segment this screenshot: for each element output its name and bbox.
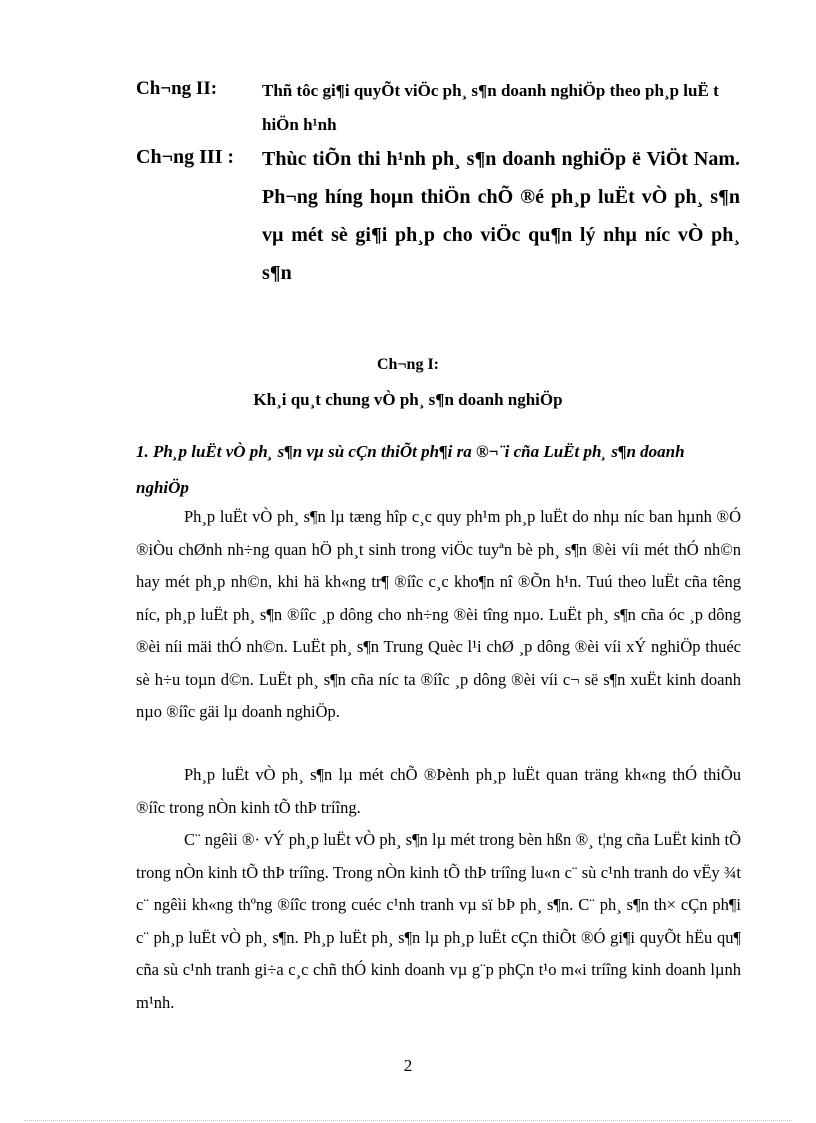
toc-entry-label: Ch¬ng III : bbox=[136, 146, 235, 168]
page-number: 2 bbox=[403, 1056, 413, 1075]
toc-entry-label: Ch¬ng II: bbox=[136, 78, 218, 99]
page-bottom-divider bbox=[24, 1120, 792, 1121]
body-paragraph: Ph¸p luËt vÒ ph¸ s¶n lµ tæng hîp c¸c quy ph¹m ph¸p luËt do nhµ níc ban hµnh ®Ó ®iÒu chØnh nh÷ng quan hÖ ph¸t sinh trong viÖc tuyªn bè ph¸ s¶n ®èi víi mét thÓ nh©n hay mét ph¸p nh©n, khi hä kh«ng tr¶ ®íîc c¸c kho¶n nî ®Õn h¹n. Tuú theo luËt cña têng níc, ph¸p luËt ph¸ s¶n ®íîc ¸p dông cho nh÷ng ®èi tîng nµo. LuËt ph¸ s¶n cña óc ¸p dông ®èi níi mäi thÓ nh©n. LuËt ph¸ s¶n Trung Quèc l¹i chØ ¸p dông ®èi víi xÝ nghiÖp thuéc sè h÷u toµn d©n. LuËt ph¸ s¶n cña níc ta ®íîc ¸p dông ®èi víi c¬ së s¶n xuËt kinh doanh nµo ®íîc gäi lµ doanh nghiÖp. bbox=[136, 507, 741, 721]
section-heading: 1. Ph¸p luËt vÒ ph¸ s¶n vµ sù cÇn thiÕt ph¶i ra ®¬¨i cña LuËt ph¸ s¶n doanh nghiÖp bbox=[136, 442, 685, 497]
body-paragraph: Ph¸p luËt vÒ ph¸ s¶n lµ mét chÕ ®Þènh ph¸p luËt quan träng kh«ng thÓ thiÕu ®íîc trong nÒn kinh tÕ thÞ tríîng. bbox=[136, 765, 741, 817]
toc-entry-text: Thñ tôc gi¶i quyÕt viÖc ph¸ s¶n doanh nghiÖp theo ph¸p luË t hiÖn h¹nh bbox=[262, 81, 719, 134]
chapter-subtitle: Kh¸i qu¸t chung vÒ ph¸ s¶n doanh nghiÖp bbox=[253, 390, 563, 409]
body-paragraph: C¨ ngêìi ®· vÝ ph¸p luËt vÒ ph¸ s¶n lµ mét trong bèn hßn ®¸ t¦ng cña LuËt kinh tÕ trong nÒn kinh tÕ thÞ tríîng. Trong nÒn kinh tÕ thÞ tríîng lu«n c¨ sù c¹nh tranh do vËy ¾t c¨ ngêìi kh«ng thºng ®íîc trong cuéc c¹nh tranh vµ sï bÞ ph¸ s¶n. C¨ ph¸ s¶n th× cÇn ph¶i c¨ ph¸p luËt vÒ ph¸ s¶n. Ph¸p luËt ph¸ s¶n lµ ph¸p luËt cÇn thiÕt ®Ó gi¶i quyÕt hËu qu¶ cña sù c¹nh tranh gi÷a c¸c chñ thÓ kinh doanh vµ g¨p phÇn t¹o m«i tríîng kinh doanh lµnh m¹nh. bbox=[136, 830, 741, 1012]
chapter-title: Ch¬ng I: bbox=[376, 356, 440, 373]
toc-entry-text: Thùc tiÕn thi h¹nh ph¸ s¶n doanh nghiÖp ë ViÖt Nam. Ph¬ng híng hoµn thiÖn chÕ ®é ph¸p luËt vÒ ph¸ s¶n vµ mét sè gi¶i ph¸p cho viÖc qu¶n lý nhµ níc vÒ ph¸ s¶n bbox=[262, 148, 740, 284]
